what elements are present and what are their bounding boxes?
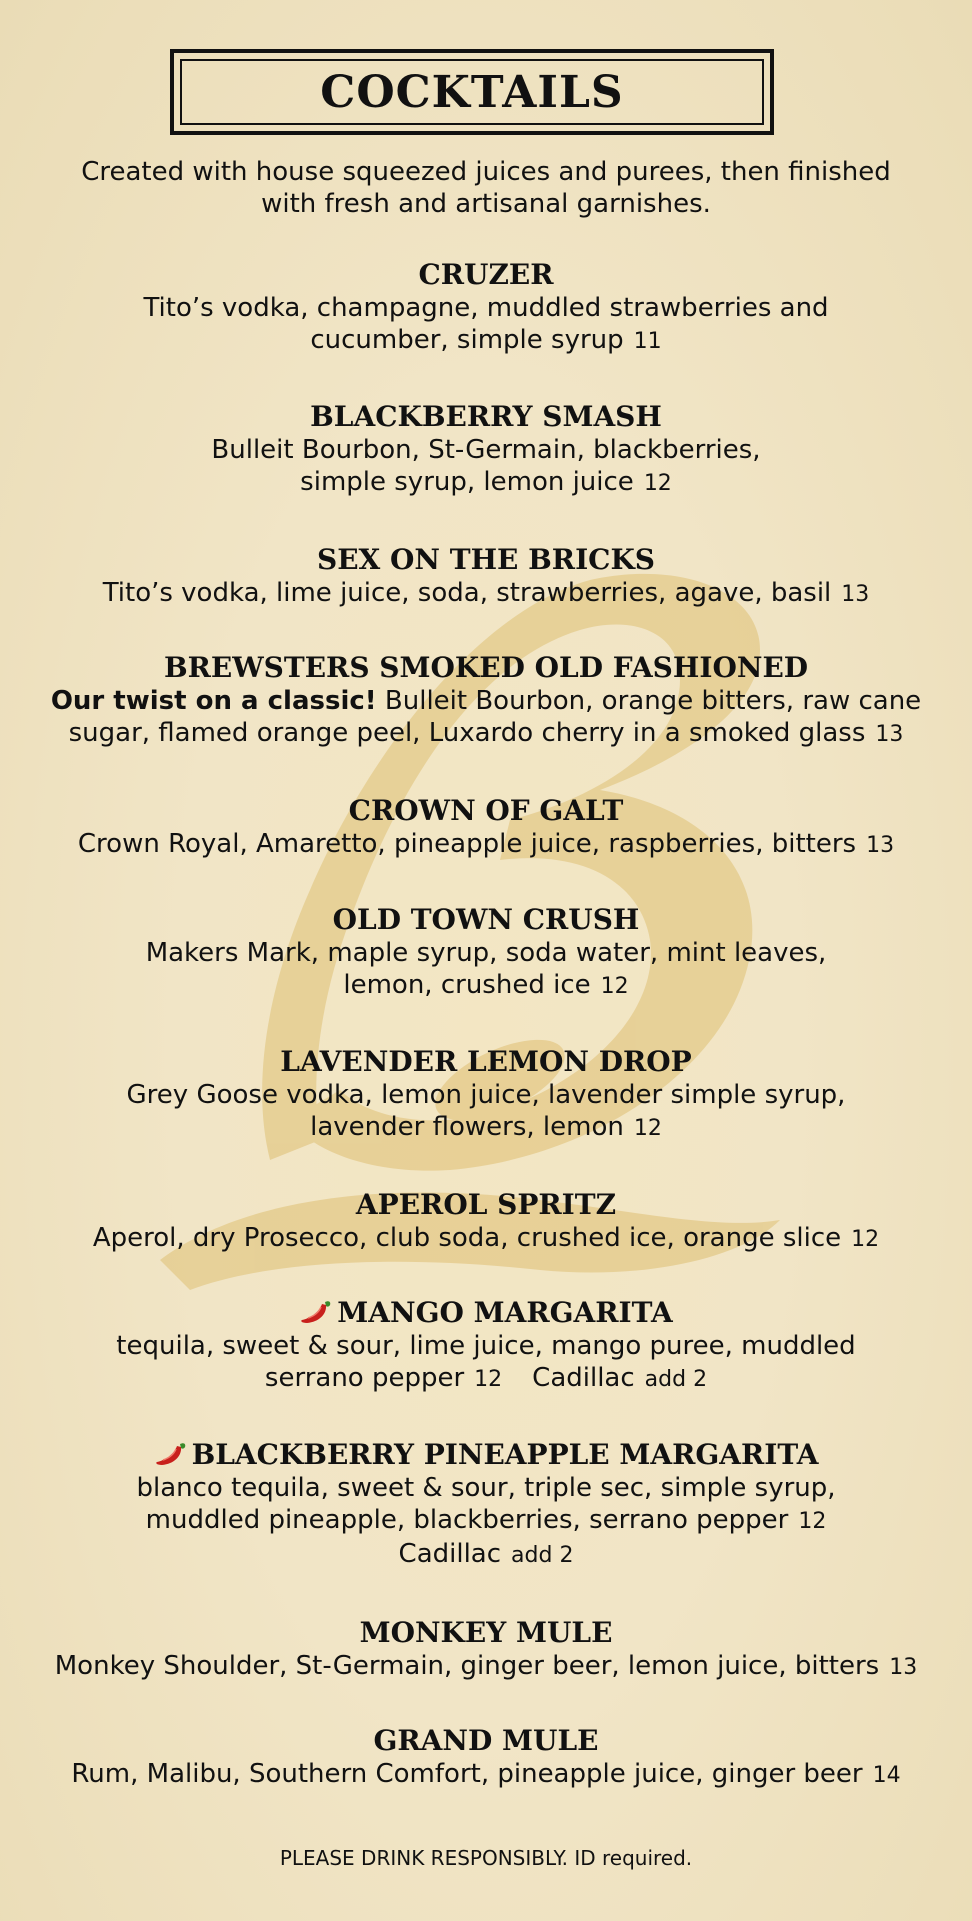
item-desc-line: Bulleit Bourbon, orange bitters, raw cane (376, 686, 922, 716)
item-description (20, 828, 952, 862)
intro-line: with fresh and artisanal garnishes. (261, 189, 711, 219)
item-desc-line: blanco tequila, sweet & sour, triple sec, simple syrup, (136, 1473, 836, 1503)
item-name: BREWSTERS SMOKED OLD FASHIONED (163, 651, 809, 684)
item-description (20, 1330, 952, 1396)
menu-item-mango-margarita (20, 1296, 952, 1396)
item-price: 13 (889, 1655, 918, 1680)
item-desc-line: Makers Mark, maple syrup, soda water, mint leaves, (145, 938, 827, 968)
menu-item-blackberry-pineapple-margarita (20, 1438, 952, 1572)
item-desc-line: Crown Royal, Amaretto, pineapple juice, raspberries, bitters (77, 829, 857, 859)
item-price: 12 (643, 471, 672, 496)
menu-item-old-town-crush (20, 903, 952, 1003)
item-desc-line: lavender flowers, lemon (310, 1112, 624, 1142)
item-description (20, 1758, 952, 1792)
item-desc-line: cucumber, simple syrup (310, 325, 624, 355)
item-desc-line: Grey Goose vodka, lemon juice, lavender simple syrup, (126, 1080, 846, 1110)
item-desc-line: Bulleit Bourbon, St-Germain, blackberries, (211, 435, 761, 465)
item-name: OLD TOWN CRUSH (332, 903, 640, 936)
item-description (20, 937, 952, 1003)
item-price: 11 (633, 329, 662, 354)
item-name: SEX ON THE BRICKS (316, 543, 656, 576)
footer-notice: PLEASE DRINK RESPONSIBLY. ID required. (279, 1846, 693, 1870)
item-name: LAVENDER LEMON DROP (280, 1045, 692, 1078)
item-name: BLACKBERRY PINEAPPLE MARGARITA (191, 1438, 819, 1471)
item-desc-line: Aperol, dry Prosecco, club soda, crushed ice, orange slice (92, 1223, 842, 1253)
item-price: 12 (851, 1227, 880, 1252)
item-name: APEROL SPRITZ (355, 1188, 617, 1221)
menu-intro (40, 156, 932, 220)
menu-item-grand-mule (20, 1724, 952, 1792)
item-desc-line: tequila, sweet & sour, lime juice, mango puree, muddled (116, 1331, 856, 1361)
item-desc-line: sugar, flamed orange peel, Luxardo cherry in a smoked glass (68, 718, 866, 748)
chili-pepper-icon (154, 1438, 188, 1468)
menu-item-monkey-mule (20, 1616, 952, 1684)
item-addon-price: add 2 (644, 1367, 708, 1392)
item-name: GRAND MULE (373, 1724, 599, 1757)
menu-item-brewsters-smoked-old-fashioned (20, 651, 952, 751)
item-desc-line: Tito’s vodka, champagne, muddled strawberries and (143, 293, 829, 323)
item-desc-lead: Our twist on a classic! (50, 686, 377, 716)
title-frame (170, 49, 774, 135)
item-desc-line: muddled pineapple, blackberries, serrano pepper (145, 1505, 789, 1535)
item-description (20, 1079, 952, 1145)
intro-line: Created with house squeezed juices and purees, then finished (81, 157, 891, 187)
item-price: 13 (866, 833, 895, 858)
item-description (20, 434, 952, 500)
item-desc-line: Tito’s vodka, lime juice, soda, strawberries, agave, basil (102, 578, 832, 608)
item-desc-line: serrano pepper (264, 1363, 465, 1393)
item-addon: Cadillac (398, 1539, 502, 1569)
item-description (20, 685, 952, 751)
item-price: 12 (600, 974, 629, 999)
item-addon: Cadillac (532, 1363, 635, 1393)
item-desc-line: Rum, Malibu, Southern Comfort, pineapple juice, ginger beer (71, 1759, 863, 1789)
menu-item-sex-on-the-bricks (20, 543, 952, 611)
item-price: 12 (474, 1367, 503, 1392)
item-desc-line: lemon, crushed ice (343, 970, 591, 1000)
menu-item-aperol-spritz (20, 1188, 952, 1256)
item-description (20, 292, 952, 358)
item-name: CROWN OF GALT (348, 794, 624, 827)
item-name-row (20, 1438, 952, 1472)
item-price: 13 (875, 722, 904, 747)
item-name: BLACKBERRY SMASH (310, 400, 662, 433)
item-description (20, 577, 952, 611)
item-addon-price: add 2 (511, 1543, 574, 1568)
item-price: 12 (798, 1509, 827, 1534)
item-name: MANGO MARGARITA (337, 1296, 673, 1329)
menu-item-cruzer (20, 258, 952, 358)
page-title: COCKTAILS (320, 67, 624, 118)
item-name-row (20, 1296, 952, 1330)
item-name: CRUZER (418, 258, 554, 291)
menu-item-blackberry-smash (20, 400, 952, 500)
menu-item-lavender-lemon-drop (20, 1045, 952, 1145)
item-description (20, 1222, 952, 1256)
item-description (20, 1650, 952, 1684)
item-price: 14 (872, 1763, 901, 1788)
chili-pepper-icon (299, 1296, 333, 1326)
item-desc-line: Monkey Shoulder, St-Germain, ginger beer, lemon juice, bitters (54, 1651, 880, 1681)
item-price: 13 (841, 582, 870, 607)
item-price: 12 (633, 1116, 662, 1141)
item-description (20, 1472, 952, 1572)
item-desc-line: simple syrup, lemon juice (300, 467, 634, 497)
item-name: MONKEY MULE (359, 1616, 613, 1649)
menu-item-crown-of-galt (20, 794, 952, 862)
